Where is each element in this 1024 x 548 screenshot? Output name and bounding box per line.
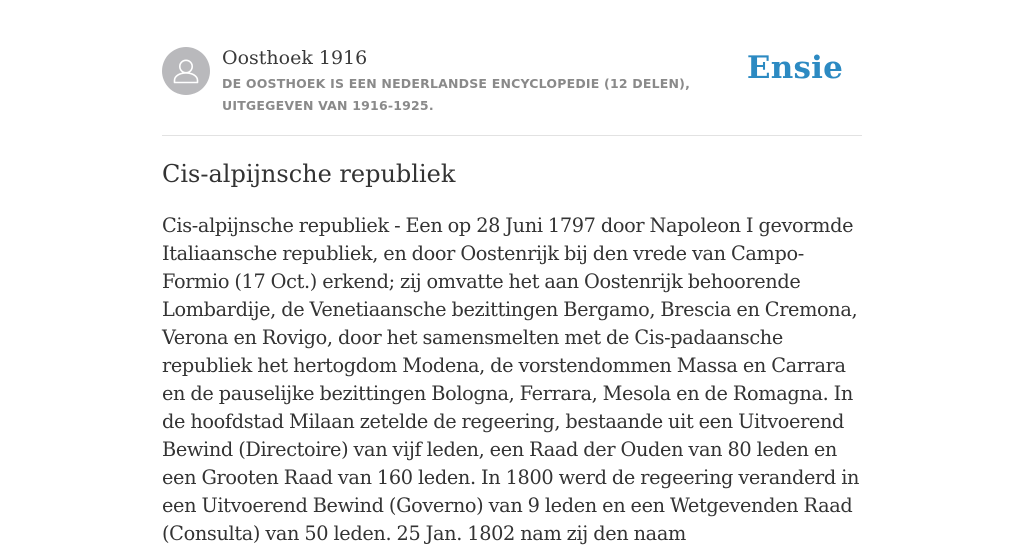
entry-title: Cis-alpijnsche republiek (162, 160, 456, 188)
source-description: DE OOSTHOEK IS EEN NEDERLANDSE ENCYCLOPEDIE (12 DELEN), UITGEGEVEN VAN 1916-1925. (222, 76, 691, 113)
ensie-logo[interactable]: Ensie (746, 50, 843, 86)
source-header (162, 46, 862, 136)
header-divider (162, 135, 862, 136)
source-avatar[interactable] (162, 47, 210, 95)
source-title[interactable]: Oosthoek 1916 (222, 47, 368, 69)
entry-body: Cis-alpijnsche republiek - Een op 28 Juni 1797 door Napoleon I gevormde Italiaansche republiek, en door Oostenrijk bij den vrede van Campo-Formio (17 Oct.) erkend; zij omvatte het aan Oostenrijk behoorende Lombardije, de Venetiaansche bezittingen Bergamo, Brescia en Cremona, Verona en Rovigo, door het samensmelten met de Cis-padaansche republiek het hertogdom Modena, de vorstendommen Massa en Carrara en de pauselijke bezittingen Bologna, Ferrara, Mesola en de Romagna. In de hoofdstad Milaan zetelde de regeering, bestaande uit een Uitvoerend Bewind (Directoire) van vijf leden, een Raad der Ouden van 80 leden en een Grooten Raad van 160 leden. In 1800 werd de regeering veranderd in een Uitvoerend Bewind (Governo) van 9 leden en een Wetgevenden Raad (Consulta) van 50 leden. 25 Jan. 1802 nam zij den naam (162, 214, 860, 545)
user-icon (162, 47, 210, 95)
